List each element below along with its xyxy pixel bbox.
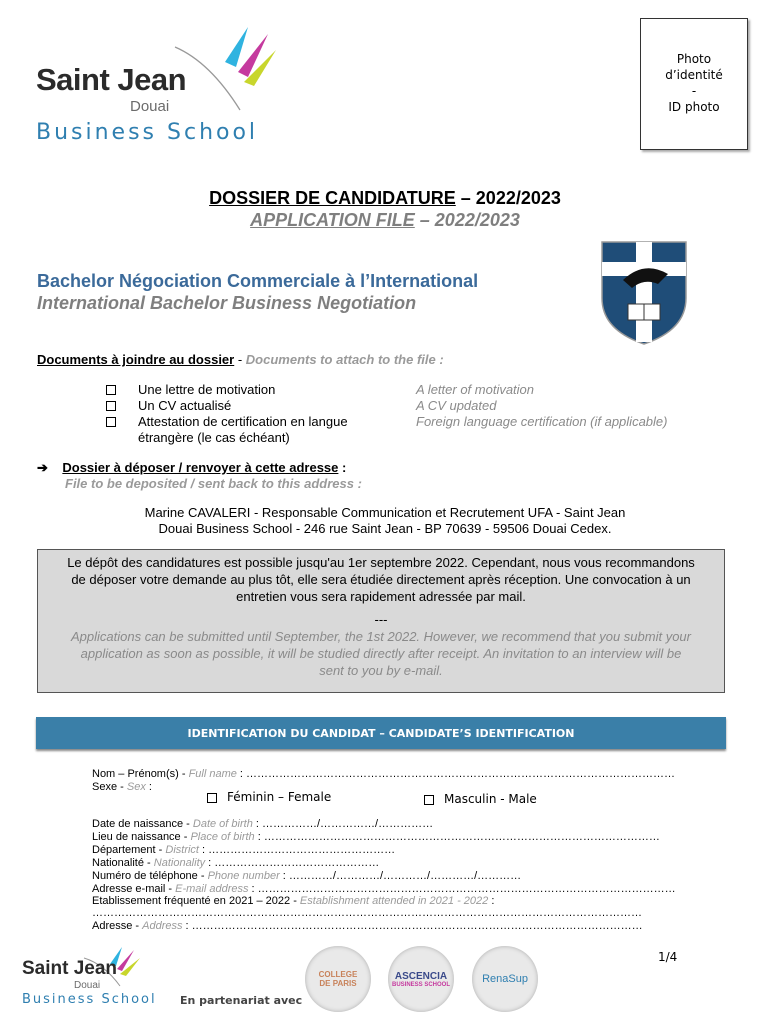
photo-label-2: d’identité	[665, 68, 723, 82]
field-label: Sexe -	[92, 781, 127, 793]
photo-label-1: Photo	[676, 52, 712, 66]
partnership-text: En partenariat avec	[180, 994, 303, 1007]
address-line-1: Marine CAVALERI - Responsable Communication et Recrutement UFA - Saint Jean	[144, 505, 626, 520]
male-option[interactable]	[424, 792, 537, 806]
document-item-en-2: A CV updated	[416, 398, 497, 413]
district-field[interactable]	[92, 844, 395, 857]
field-colon: :	[145, 781, 152, 793]
field-label: Adresse e-mail -	[92, 883, 176, 895]
partner1-line1: COLLEGE	[318, 970, 358, 979]
document-item-label: Attestation de certification en langue étrangère (le cas échéant)	[138, 414, 348, 445]
notice-fr-1: Le dépôt des candidatures est possible jusqu'au 1er septembre 2022. Cependant, nous vous recommandons	[67, 555, 695, 570]
document-item-2	[106, 398, 376, 414]
nationality-field[interactable]	[92, 857, 379, 870]
checkbox[interactable]	[106, 385, 116, 395]
field-label-en: Sex	[126, 781, 146, 793]
document-item-en-1: A letter of motivation	[416, 382, 535, 397]
field-blank: : ……………………………………………………………………………………………………………	[182, 920, 643, 932]
logo-city: Douai	[130, 98, 170, 115]
field-colon: :	[488, 895, 495, 907]
title-en	[0, 210, 770, 231]
deadline-notice	[37, 549, 725, 693]
place-of-birth-field[interactable]	[92, 831, 660, 844]
program-title-en: International Bachelor Business Negotiation	[37, 293, 417, 313]
address-line-2: Douai Business School - 246 rue Saint Jean - BP 70639 - 59506 Douai Cedex.	[158, 521, 612, 536]
checkbox[interactable]	[106, 401, 116, 411]
footer-logo-brand: Saint Jean	[22, 958, 118, 979]
document-item-label: Une lettre de motivation	[138, 382, 276, 397]
notice-fr-3: entretien vous sera rapidement adressée par mail.	[236, 589, 526, 604]
full-name-field[interactable]	[92, 768, 675, 781]
checkbox[interactable]	[207, 793, 217, 803]
title-en-main: APPLICATION FILE	[250, 210, 415, 230]
photo-label-4: ID photo	[668, 100, 720, 114]
field-label: Numéro de téléphone -	[92, 870, 208, 882]
document-item-label: Un CV actualisé	[138, 398, 232, 413]
documents-heading-separator: -	[234, 352, 246, 367]
field-blank: : ……………………………………………………………………………………………………	[248, 883, 676, 895]
field-label-en: District	[165, 844, 199, 856]
field-label: Nationalité -	[92, 857, 154, 869]
date-of-birth-field[interactable]	[92, 818, 433, 831]
field-blank: : ………………………………………………………………………………………………	[254, 831, 660, 843]
notice-en-1: Applications can be submitted until September, the 1st 2022. However, we recommend that you submit your	[70, 629, 691, 644]
field-label-en: Establishment attended in 2021 - 2022	[299, 895, 489, 907]
address-field[interactable]	[92, 920, 643, 933]
documents-heading-en: Documents to attach to the file :	[245, 352, 444, 367]
field-label: Nom – Prénom(s) -	[92, 768, 189, 780]
field-label: Date de naissance -	[92, 818, 193, 830]
notice-en-3: sent to you by e-mail.	[319, 663, 443, 678]
title-en-year: – 2022/2023	[414, 210, 520, 230]
field-label-en: Nationality	[153, 857, 206, 869]
partner2-sub: BUSINESS SCHOOL	[391, 981, 450, 988]
deposit-heading	[37, 460, 346, 476]
field-label: Département -	[92, 844, 166, 856]
logo-school: Business School	[36, 120, 259, 145]
title-fr-year: – 2022/2023	[455, 188, 561, 208]
deposit-address	[0, 505, 770, 537]
college-de-paris-logo	[305, 946, 371, 1012]
female-option[interactable]	[207, 790, 331, 804]
title-fr-main: DOSSIER DE CANDIDATURE	[209, 188, 456, 208]
deposit-heading-fr: Dossier à déposer / renvoyer à cette adresse	[62, 460, 339, 475]
field-label-en: Phone number	[207, 870, 280, 882]
notice-fr-2: de déposer votre demande au plus tôt, elle sera étudiée directement après réception. Une convocation à un	[71, 572, 691, 587]
document-item-3	[106, 414, 386, 446]
identification-banner: IDENTIFICATION DU CANDIDAT – CANDIDATE’S IDENTIFICATION	[36, 717, 726, 749]
field-blank: : …………/…………/…………/…………/…………	[279, 870, 522, 882]
female-label: Féminin – Female	[227, 790, 332, 804]
id-photo-box	[640, 18, 748, 150]
field-blank: : ………………………………………	[205, 857, 380, 869]
page-number: 1/4	[658, 950, 678, 964]
field-label: Adresse -	[92, 920, 143, 932]
logo-brand: Saint Jean	[36, 62, 187, 97]
establishment-blank[interactable]: ……………………………………………………………………………………………………………………………………	[92, 907, 642, 919]
checkbox[interactable]	[106, 417, 116, 427]
program-title-fr: Bachelor Négociation Commerciale à l’International	[37, 271, 479, 291]
field-label: Etablissement fréquenté en 2021 – 2022 -	[92, 895, 300, 907]
field-blank: : ……………………………………………	[198, 844, 396, 856]
arrow-icon: ➔	[37, 460, 48, 475]
field-label-en: Full name	[188, 768, 237, 780]
notice-separator: ---	[374, 612, 388, 627]
deposit-heading-en: File to be deposited / sent back to this address :	[65, 476, 362, 491]
sex-field	[92, 781, 152, 794]
field-label-en: Date of birth	[192, 818, 253, 830]
footer-logo-school: Business School	[22, 992, 157, 1007]
field-blank: : ……………/……………/……………	[252, 818, 434, 830]
field-blank: : ………………………………………………………………………………………………………	[236, 768, 676, 780]
document-item-1	[106, 382, 376, 398]
field-label-en: E-mail address	[175, 883, 249, 895]
phone-field[interactable]	[92, 870, 521, 883]
footer-logo-city: Douai	[74, 980, 101, 991]
partner1-line2: DE PARIS	[319, 979, 357, 988]
notice-en-2: application as soon as possible, it will be studied directly after receipt. An invitation to an interview will be	[80, 646, 682, 661]
ascencia-logo	[388, 946, 454, 1012]
partner2-name: ASCENCIA	[394, 970, 448, 982]
male-label: Masculin - Male	[444, 792, 537, 806]
field-label-en: Address	[142, 920, 183, 932]
renasup-logo: RenaSup	[472, 946, 538, 1012]
crest-logo	[598, 238, 690, 348]
photo-label-3: -	[691, 84, 697, 98]
documents-heading	[37, 352, 444, 367]
checkbox[interactable]	[424, 795, 434, 805]
logo-swoosh-graphic	[170, 22, 280, 117]
field-label-en: Place of birth	[190, 831, 255, 843]
deposit-heading-colon: :	[338, 460, 347, 475]
document-item-en-3: Foreign language certification (if applicable)	[416, 414, 668, 429]
field-label: Lieu de naissance -	[92, 831, 191, 843]
documents-heading-fr: Documents à joindre au dossier	[37, 352, 235, 367]
title-fr	[0, 188, 770, 209]
